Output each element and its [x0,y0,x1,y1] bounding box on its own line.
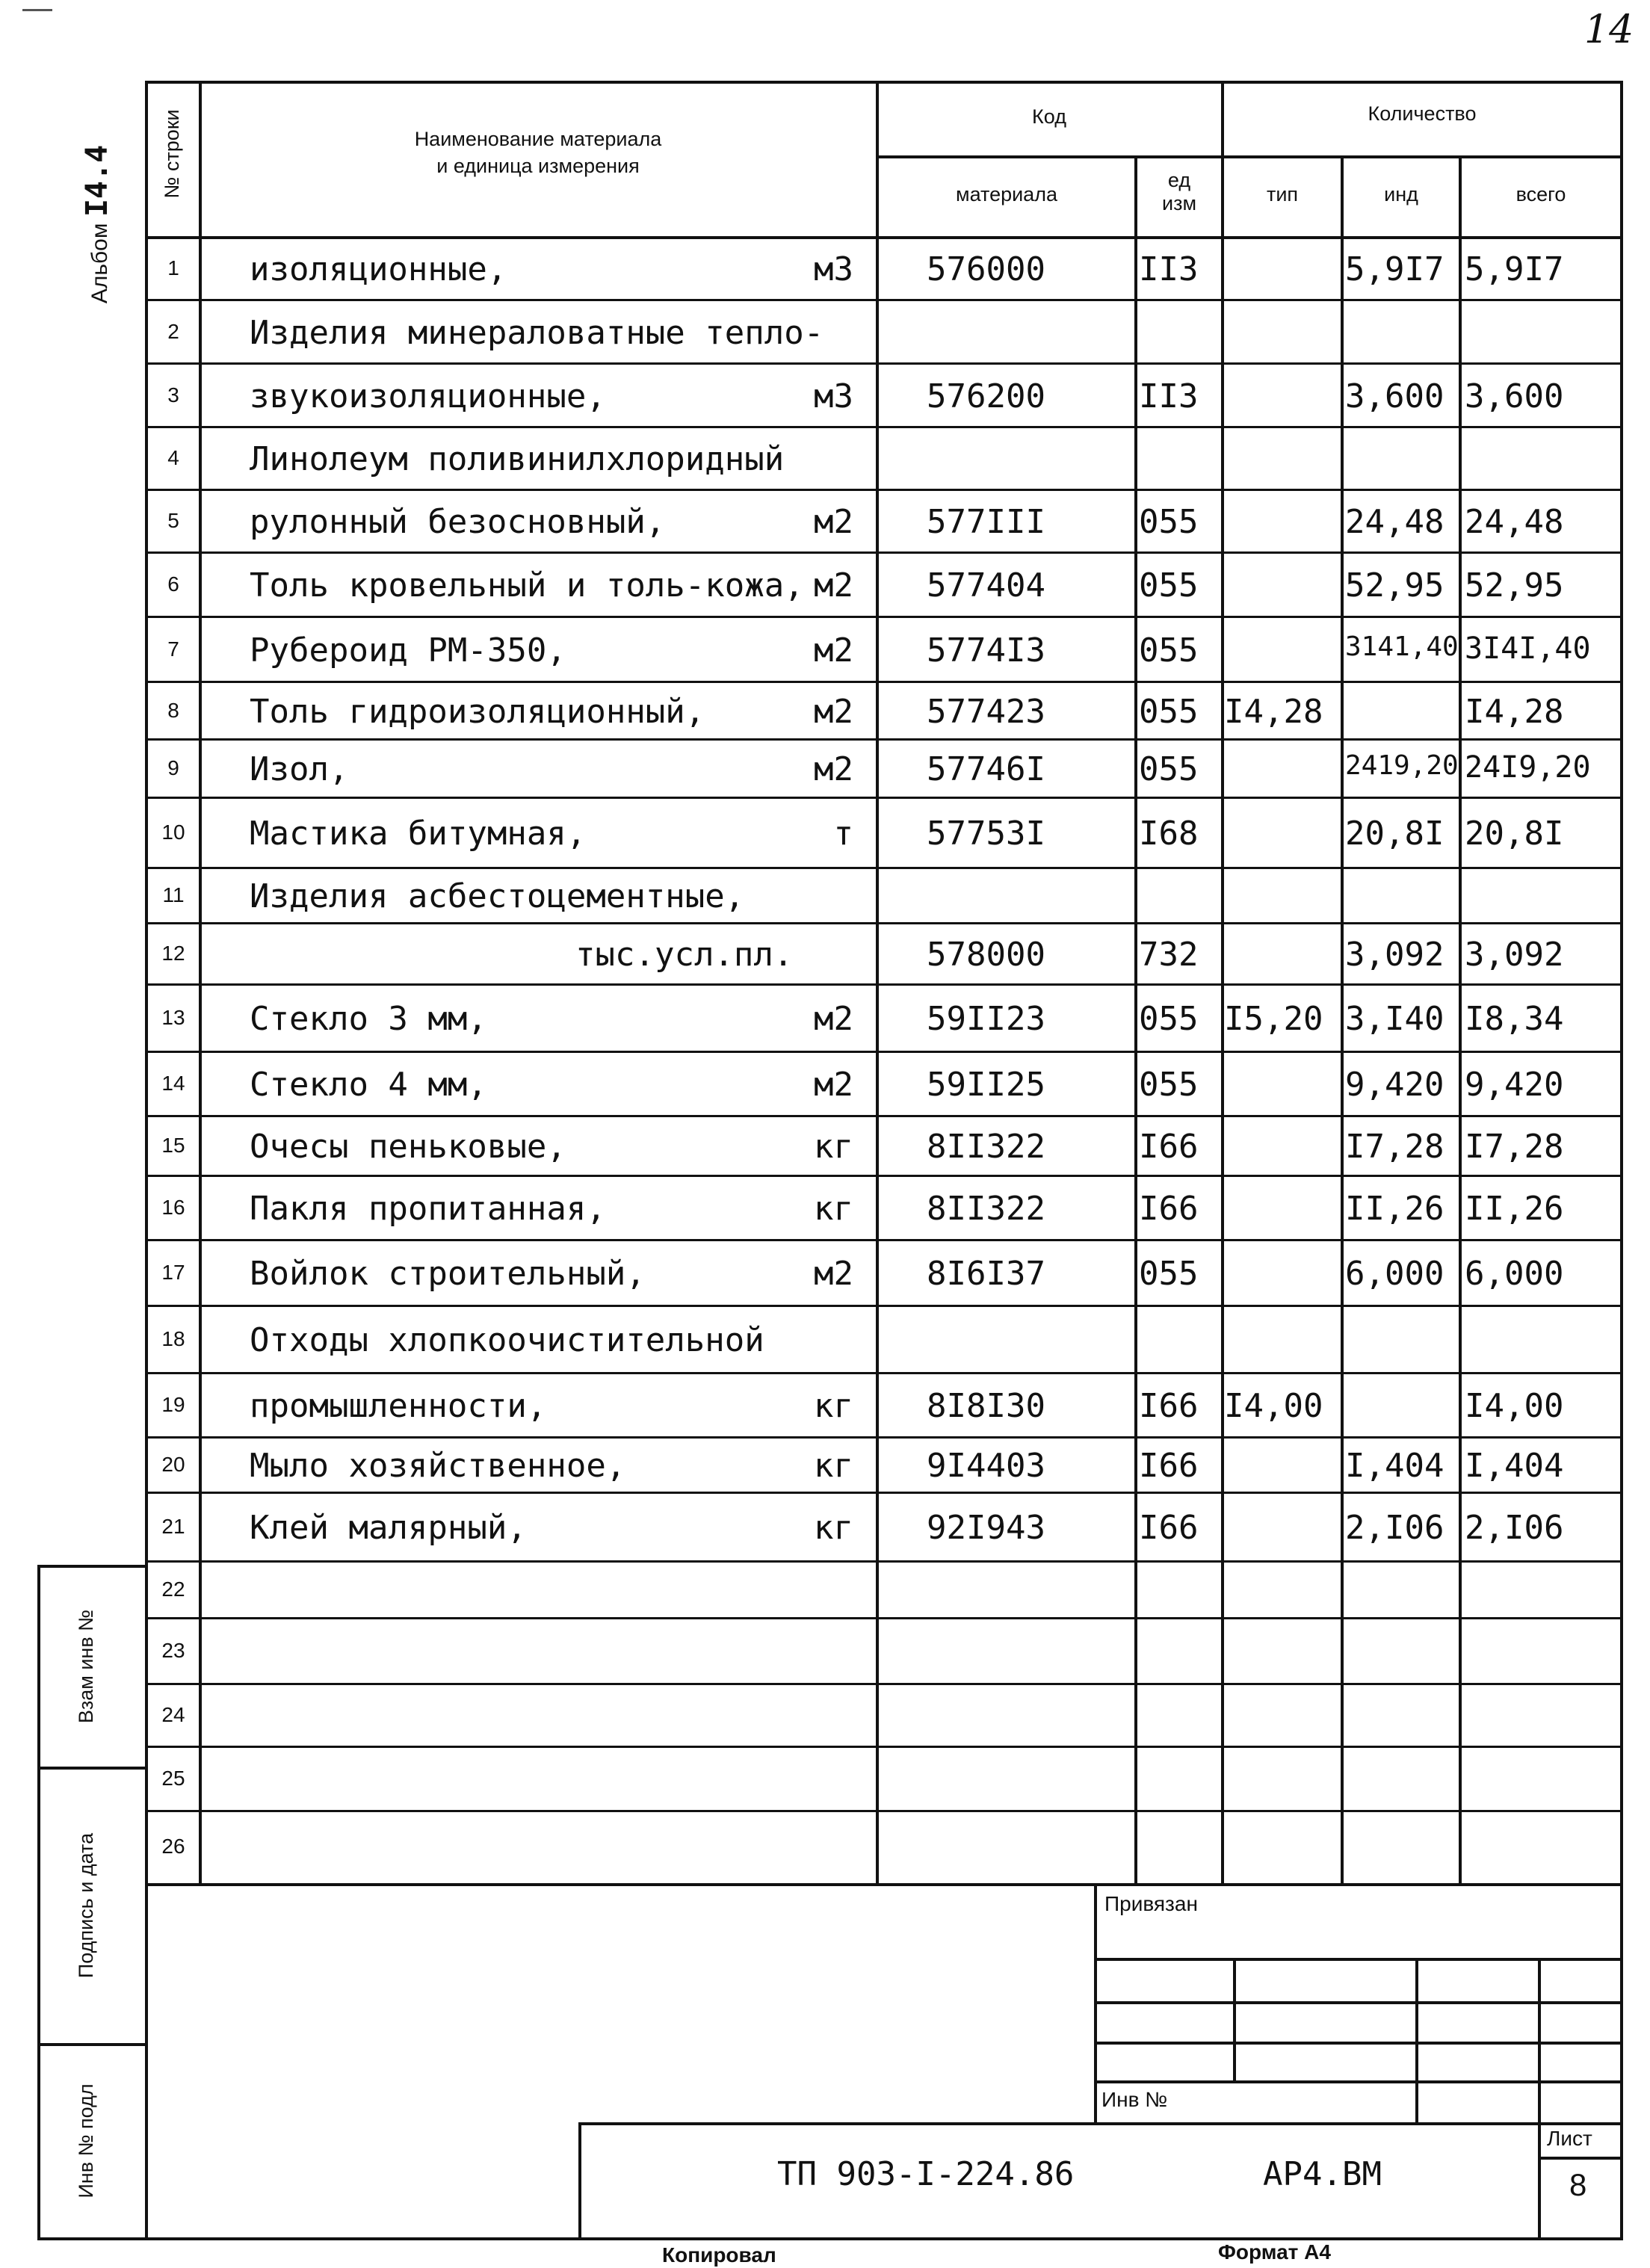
material-code: 577III [927,503,1045,541]
table-row [0,1116,1650,1176]
material-name: Пакля пропитанная, [250,1190,606,1228]
qty-total: 52,95 [1465,566,1564,605]
qty-total: II,26 [1465,1190,1564,1228]
material-code: 576200 [927,377,1045,415]
row-number: 26 [161,1835,185,1858]
table-row [0,364,1650,427]
material-unit: м3 [814,250,853,288]
row-number: 15 [161,1134,185,1157]
unit-code: I66 [1139,1190,1199,1228]
material-code: 92I943 [927,1509,1045,1547]
material-name: Толь кровельный и толь-кожа, [250,566,804,605]
row-number: 6 [167,572,179,596]
row-number: 7 [167,637,179,661]
row-number: 3 [167,383,179,407]
unit-code: I66 [1139,1387,1199,1425]
material-code: 577404 [927,566,1045,605]
table-row [0,1374,1650,1438]
material-name: Отходы хлопкоочистительной [250,1321,764,1359]
material-name: Изделия минераловатные тепло- [250,314,824,352]
table-row [0,300,1650,364]
table-row [0,1176,1650,1240]
qty-ind: 3,600 [1345,377,1444,415]
stamp-list-number: 8 [1569,2167,1587,2202]
qty-total: 3I4I,40 [1465,631,1591,666]
row-number: 20 [161,1453,185,1476]
material-unit: м3 [814,377,853,415]
header-name: Наименование материала и единица измерения [414,128,662,178]
material-unit: тыс.усл.пл. [575,936,794,974]
stamp-mark: АР4.ВМ [1263,2155,1382,2193]
qty-ind: II,26 [1345,1190,1444,1228]
material-unit: кг [814,1447,853,1485]
material-name: Изол, [250,750,349,788]
material-unit: м2 [814,503,853,541]
material-unit: м2 [814,566,853,605]
material-unit: м2 [814,631,853,670]
material-code: 59II25 [927,1066,1045,1104]
material-name: Мыло хозяйственное, [250,1447,626,1485]
unit-code: I66 [1139,1447,1199,1485]
label-podpis-data: Подпись и дата [75,1832,97,1979]
material-name: Клей малярный, [250,1509,527,1547]
table-row [0,490,1650,553]
qty-ind: 2419,20 [1345,750,1459,781]
unit-code: II3 [1139,377,1199,415]
material-name: Линолеум поливинилхлоридный [250,440,785,478]
qty-total: 20,8I [1465,815,1564,853]
material-unit: кг [814,1509,853,1547]
qty-ind: 5,9I7 [1345,250,1444,288]
material-unit: кг [814,1190,853,1228]
table-row [0,1306,1650,1374]
qty-total: I,404 [1465,1447,1564,1485]
material-name: звукоизоляционные, [250,377,606,415]
table-row [0,740,1650,798]
table-row [0,553,1650,617]
header-qty-ind: инд [1384,183,1418,206]
row-number: 12 [161,942,185,965]
unit-code: 732 [1139,936,1199,974]
row-number: 19 [161,1393,185,1416]
header-code-material: материала [956,183,1057,206]
table-row [0,682,1650,740]
header-row-no: № строки [161,109,183,199]
row-number: 18 [161,1327,185,1350]
row-number: 11 [162,883,185,906]
scan-mark [22,9,52,11]
qty-type: I4,00 [1224,1387,1323,1425]
table-row [0,1240,1650,1306]
unit-code: 055 [1139,1255,1199,1293]
material-unit: м2 [814,1000,853,1038]
stamp-privyazan: Привязан [1104,1892,1198,1915]
table-row [0,868,1650,924]
row-number: 16 [161,1196,185,1219]
row-number: 23 [161,1639,185,1662]
qty-total: I8,34 [1465,1000,1564,1038]
material-code: 57753I [927,815,1045,853]
table-row [0,1619,1650,1684]
material-unit: м2 [814,693,853,731]
qty-total: 24I9,20 [1465,750,1591,785]
qty-total: 3,092 [1465,936,1564,974]
row-number: 17 [161,1261,185,1284]
row-number: 10 [161,821,185,844]
material-unit: м2 [814,750,853,788]
header-qty-total: всего [1515,183,1566,206]
row-number: 5 [167,509,179,532]
qty-type: I5,20 [1224,1000,1323,1038]
row-number: 14 [161,1072,185,1095]
qty-total: 6,000 [1465,1255,1564,1293]
qty-ind: 6,000 [1345,1255,1444,1293]
qty-ind: 3141,40 [1345,631,1459,662]
material-unit: м2 [814,1066,853,1104]
material-name: Толь гидроизоляционный, [250,693,705,731]
material-unit: кг [814,1387,853,1425]
footer-copied: Копировал [662,2243,776,2267]
material-unit: кг [814,1128,853,1166]
qty-total: I4,28 [1465,693,1564,731]
row-number: 2 [167,320,179,343]
row-number: 8 [167,699,179,722]
qty-total: 24,48 [1465,503,1564,541]
qty-total: 5,9I7 [1465,250,1564,288]
table-row [0,1052,1650,1116]
table-row [0,798,1650,868]
page-number-handwritten: 14 [1584,7,1634,52]
table-row [0,924,1650,985]
row-number: 21 [161,1515,185,1538]
footer-format: Формат А4 [1218,2240,1331,2264]
table-row [0,1493,1650,1562]
qty-total: I4,00 [1465,1387,1564,1425]
unit-code: 055 [1139,693,1199,731]
table-row [0,1811,1650,1883]
unit-code: II3 [1139,250,1199,288]
header-quantity: Количество [1368,102,1477,125]
qty-type: I4,28 [1224,693,1323,731]
material-name: Мастика битумная, [250,815,587,853]
material-code: 59II23 [927,1000,1045,1038]
material-code: 8I8I30 [927,1387,1045,1425]
material-name: Изделия асбестоцементные, [250,877,745,915]
material-name: Стекло 3 мм, [250,1000,487,1038]
qty-total: I7,28 [1465,1128,1564,1166]
material-unit: м2 [814,1255,853,1293]
material-code: 9I4403 [927,1447,1045,1485]
table-row [0,238,1650,300]
label-inv-podl: Инв № подл [75,2083,97,2199]
unit-code: I66 [1139,1509,1199,1547]
qty-total: 9,420 [1465,1066,1564,1104]
material-code: 57746I [927,750,1045,788]
material-name: Очесы пеньковые, [250,1128,566,1166]
table-row [0,1438,1650,1493]
header-code: Код [1032,105,1066,128]
header-qty-type: тип [1266,183,1299,206]
table-row [0,617,1650,682]
stamp-list-label: Лист [1547,2127,1592,2150]
material-code: 8II322 [927,1190,1045,1228]
album-prefix: Альбом [87,223,112,304]
table-row [0,427,1650,490]
unit-code: 055 [1139,1066,1199,1104]
qty-ind: 20,8I [1345,815,1444,853]
header-code-unit: ед изм [1161,169,1197,215]
qty-total: 3,600 [1465,377,1564,415]
material-code: 8I6I37 [927,1255,1045,1293]
material-name: изоляционные, [250,250,507,288]
stamp-inv-no: Инв № [1101,2088,1168,2111]
material-name: рулонный безосновный, [250,503,666,541]
unit-code: 055 [1139,503,1199,541]
material-code: 578000 [927,936,1045,974]
unit-code: I66 [1139,1128,1199,1166]
album-code: I4.4 [80,144,114,217]
material-code: 5774I3 [927,631,1045,670]
material-code: 577423 [927,693,1045,731]
table-row [0,1562,1650,1619]
qty-ind: I7,28 [1345,1128,1444,1166]
qty-ind: 52,95 [1345,566,1444,605]
unit-code: 055 [1139,566,1199,605]
material-name: Рубероид РМ-350, [250,631,566,670]
qty-ind: 9,420 [1345,1066,1444,1104]
qty-ind: 24,48 [1345,503,1444,541]
table-row [0,985,1650,1052]
row-number: 25 [161,1767,185,1790]
table-row [0,1684,1650,1747]
qty-ind: 3,I40 [1345,1000,1444,1038]
row-number: 4 [167,446,179,469]
unit-code: I68 [1139,815,1199,853]
material-name: Стекло 4 мм, [250,1066,487,1104]
row-number: 1 [167,256,179,279]
material-code: 8II322 [927,1128,1045,1166]
table-row [0,1747,1650,1811]
stamp-doc-code: ТП 903-I-224.86 [777,2155,1075,2193]
qty-ind: 3,092 [1345,936,1444,974]
unit-code: 055 [1139,1000,1199,1038]
unit-code: 055 [1139,631,1199,670]
material-name: Войлок строительный, [250,1255,646,1293]
label-vzam-inv: Взам инв № [75,1609,97,1724]
row-number: 24 [161,1703,185,1726]
unit-code: 055 [1139,750,1199,788]
qty-total: 2,I06 [1465,1509,1564,1547]
row-number: 22 [161,1578,185,1601]
material-code: 576000 [927,250,1045,288]
material-unit: т [833,815,853,853]
row-number: 9 [167,756,179,779]
qty-ind: 2,I06 [1345,1509,1444,1547]
qty-ind: I,404 [1345,1447,1444,1485]
material-name: промышленности, [250,1387,547,1425]
row-number: 13 [161,1006,185,1029]
